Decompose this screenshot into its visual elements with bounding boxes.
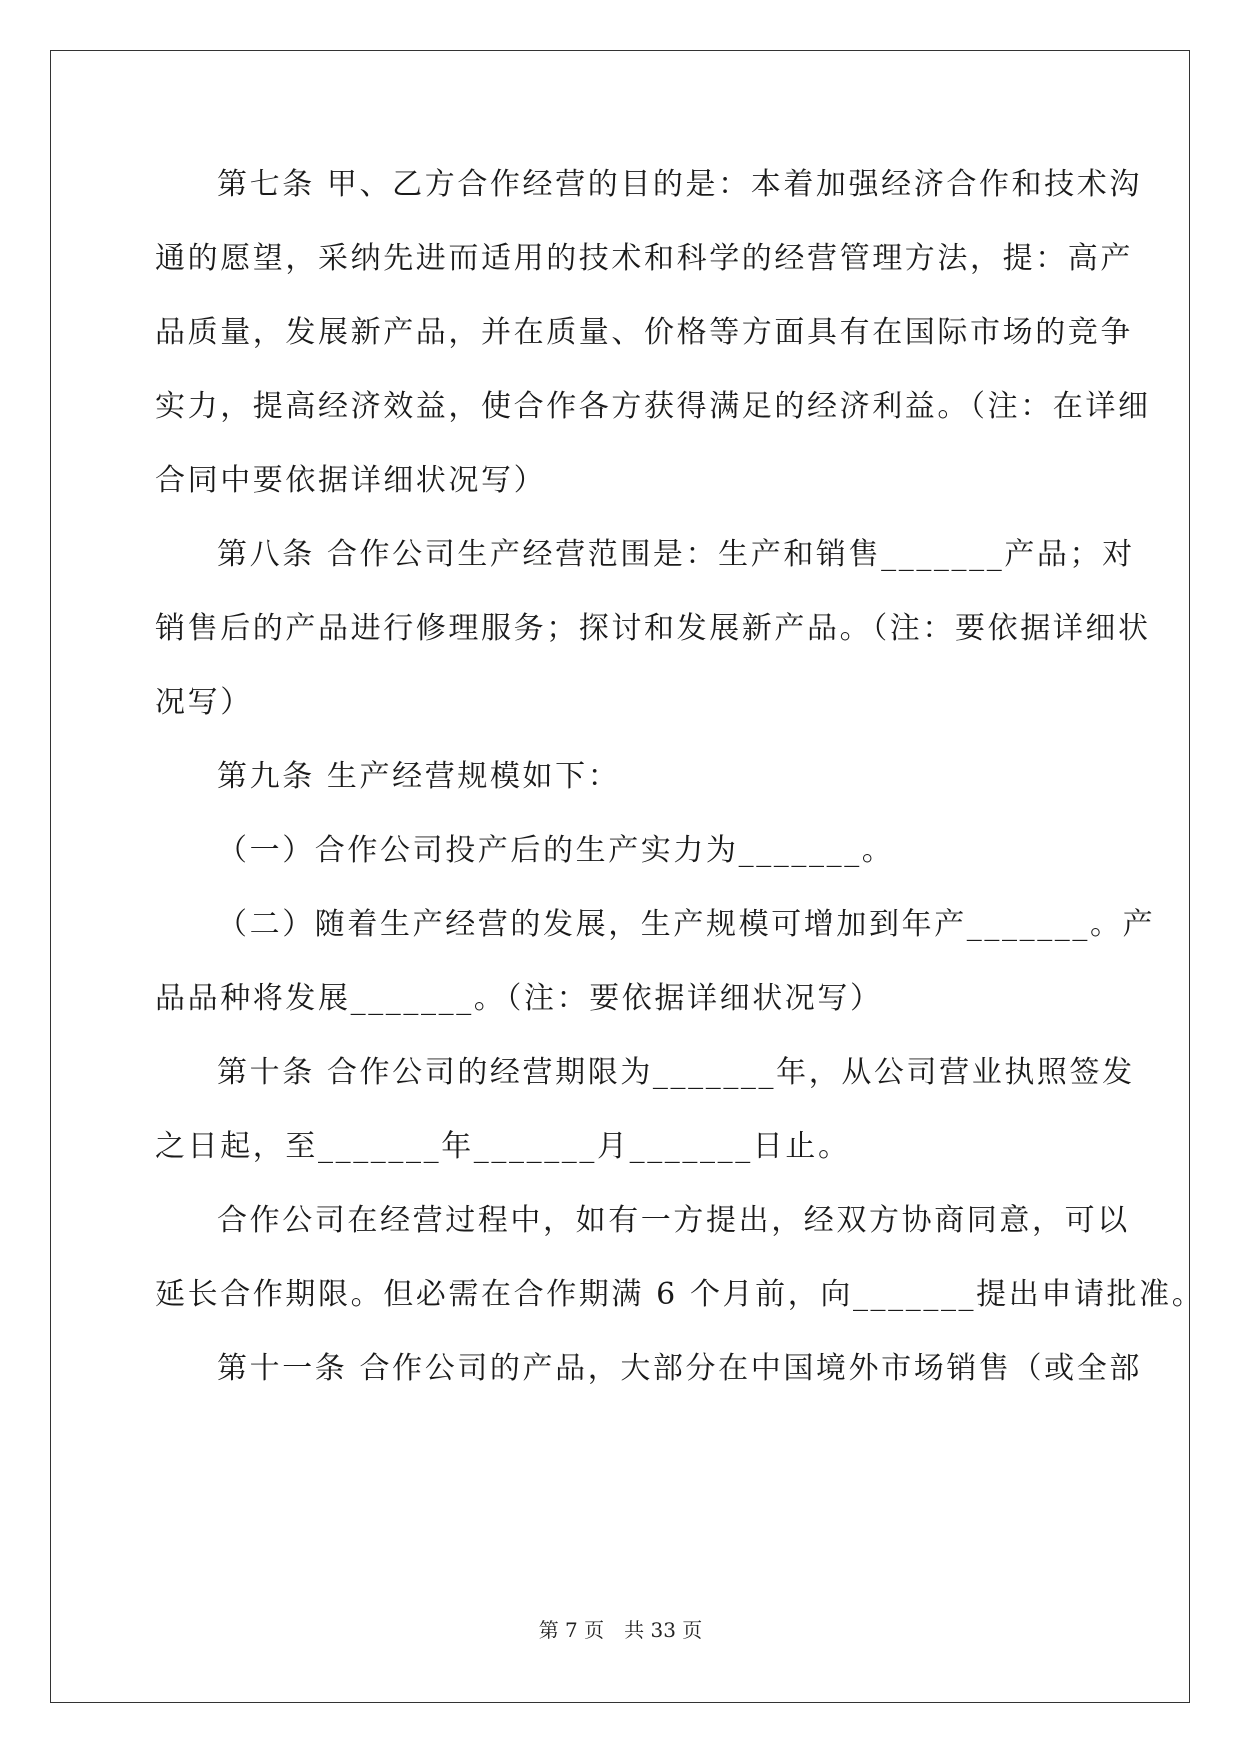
- text-line: 况写）: [155, 685, 253, 720]
- text-line: 之日起，至_______年_______月_______日止。: [155, 1129, 851, 1164]
- text-line: 第七条 甲、乙方合作经营的目的是：本着加强经济合作和技术沟: [217, 167, 1142, 202]
- text-line: 合同中要依据详细状况写）: [155, 463, 547, 498]
- text-line: 第九条 生产经营规模如下：: [217, 759, 621, 794]
- text-line: 品品种将发展_______。（注：要依据详细状况写）: [155, 981, 883, 1016]
- text-line: 延长合作期限。但必需在合作期满 6 个月前，向_______提出申请批准。: [155, 1277, 1205, 1312]
- text-line: （二）随着生产经营的发展，生产规模可增加到年产_______。产: [217, 907, 1156, 942]
- text-line: 通的愿望，采纳先进而适用的技术和科学的经营管理方法，提：高产: [155, 241, 1133, 276]
- text-line: （一）合作公司投产后的生产实力为_______。: [217, 833, 895, 868]
- text-line: 实力，提高经济效益，使合作各方获得满足的经济利益。（注：在详细: [155, 389, 1151, 424]
- text-line: 合作公司在经营过程中，如有一方提出，经双方协商同意，可以: [217, 1203, 1130, 1238]
- page-border: [50, 50, 1190, 1703]
- text-line: 品质量，发展新产品，并在质量、价格等方面具有在国际市场的竞争: [155, 315, 1133, 350]
- text-line: 第十条 合作公司的经营期限为_______年，从公司营业执照签发: [217, 1055, 1135, 1090]
- text-line: 第十一条 合作公司的产品，大部分在中国境外市场销售（或全部: [217, 1351, 1142, 1386]
- page-number-footer: 第 7 页 共 33 页: [538, 1618, 703, 1642]
- text-line: 销售后的产品进行修理服务；探讨和发展新产品。（注：要依据详细状: [155, 611, 1151, 646]
- text-line: 第八条 合作公司生产经营范围是：生产和销售_______产品；对: [217, 537, 1135, 572]
